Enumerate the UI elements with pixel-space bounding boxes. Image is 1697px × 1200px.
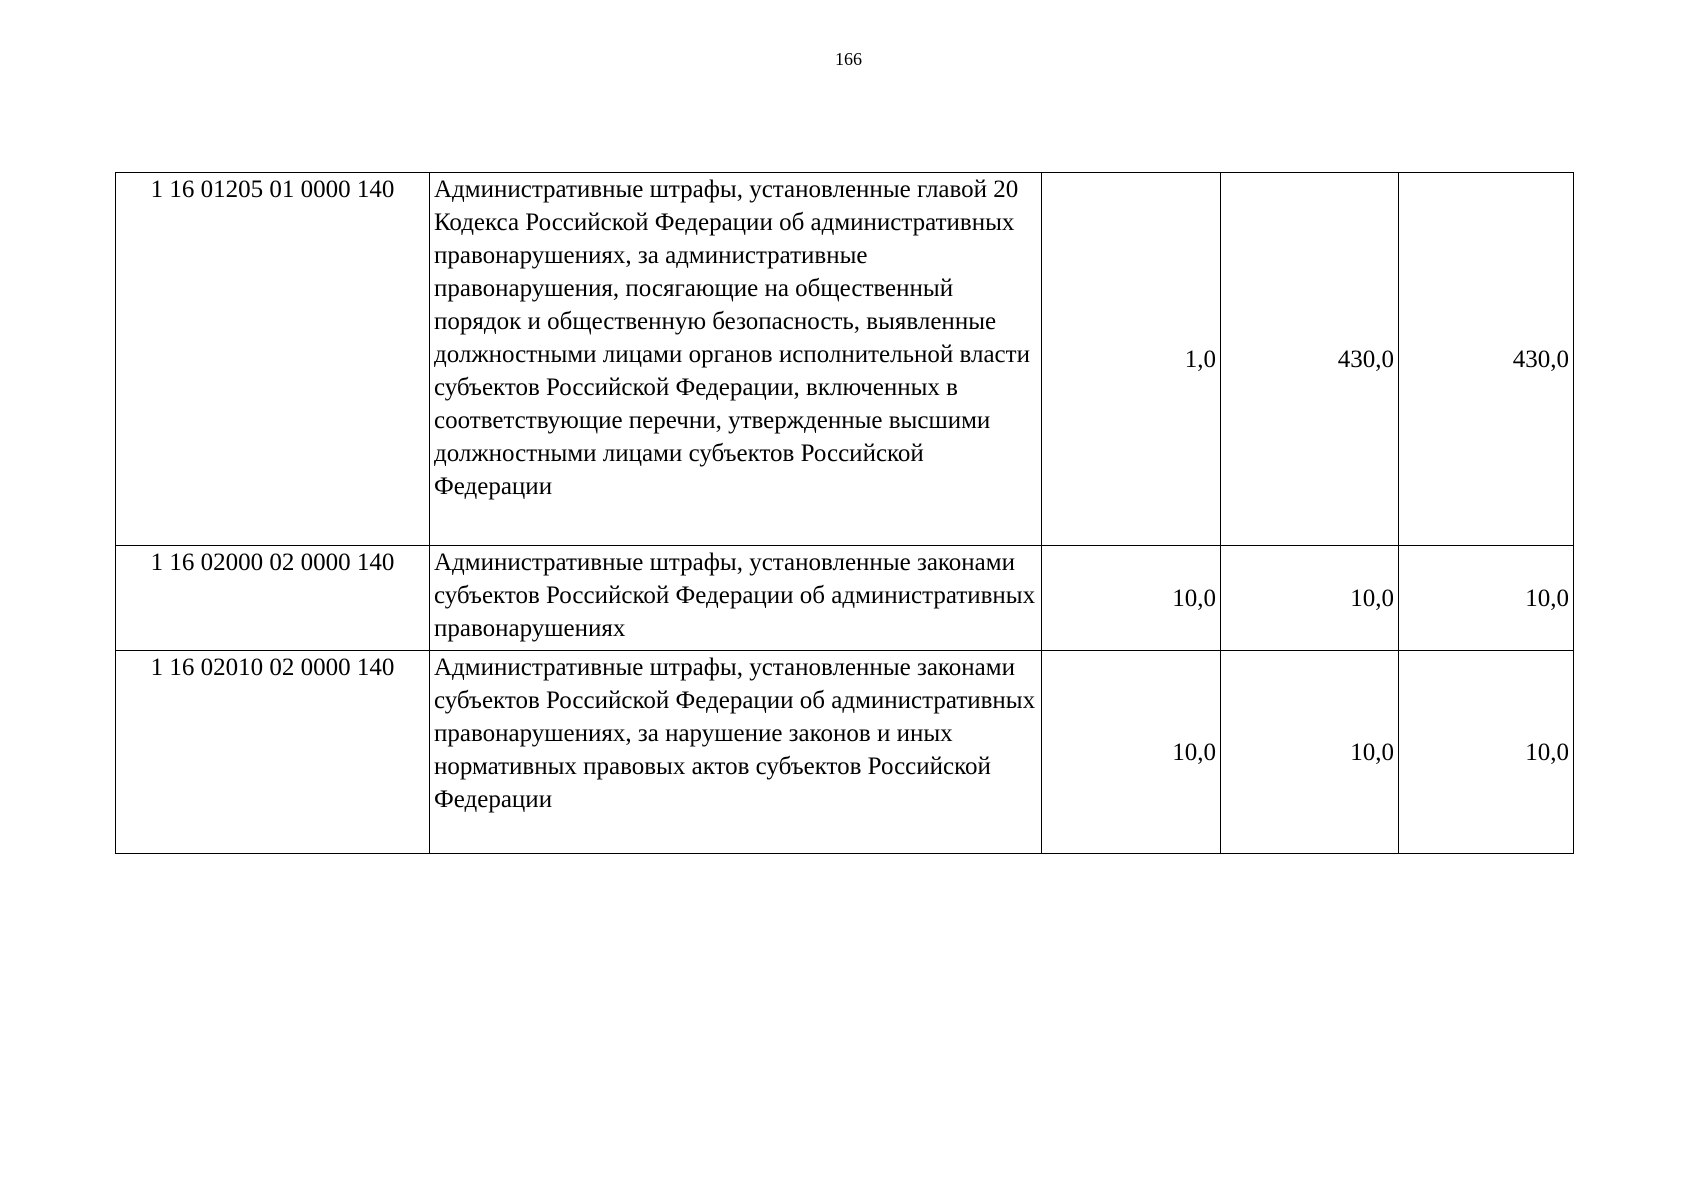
table-row — [116, 651, 1574, 854]
revenue-description: Административные штрафы, установленные главой 20 Кодекса Российской Федерации об административных правонарушениях, за административные правонарушения, посягающие на общественный порядок и общественную безопасность, выявленные должностными лицами органов исполнительной власти субъектов Российской Федерации, включенных в соответствующие перечни, утвержденные высшими должностными лицами субъектов Российской Федерации — [430, 173, 1042, 546]
amount-cell: 10,0 — [1221, 546, 1399, 651]
amount-cell: 1,0 — [1042, 173, 1221, 546]
amount-cell: 10,0 — [1399, 651, 1574, 854]
amount-cell: 10,0 — [1042, 546, 1221, 651]
amount-cell: 10,0 — [1042, 651, 1221, 854]
budget-classification-code: 1 16 02010 02 0000 140 — [116, 651, 430, 854]
budget-classification-code: 1 16 01205 01 0000 140 — [116, 173, 430, 546]
table-row — [116, 546, 1574, 651]
revenue-description: Административные штрафы, установленные законами субъектов Российской Федерации об административных правонарушениях, за нарушение законов и иных нормативных правовых актов субъектов Российской Федерации — [430, 651, 1042, 854]
budget-revenue-table — [115, 172, 1574, 854]
amount-cell: 10,0 — [1221, 651, 1399, 854]
revenue-description: Административные штрафы, установленные законами субъектов Российской Федерации об административных правонарушениях — [430, 546, 1042, 651]
amount-cell: 430,0 — [1399, 173, 1574, 546]
budget-classification-code: 1 16 02000 02 0000 140 — [116, 546, 430, 651]
amount-cell: 430,0 — [1221, 173, 1399, 546]
page-number: 166 — [835, 49, 862, 69]
amount-cell: 10,0 — [1399, 546, 1574, 651]
table-row — [116, 173, 1574, 546]
